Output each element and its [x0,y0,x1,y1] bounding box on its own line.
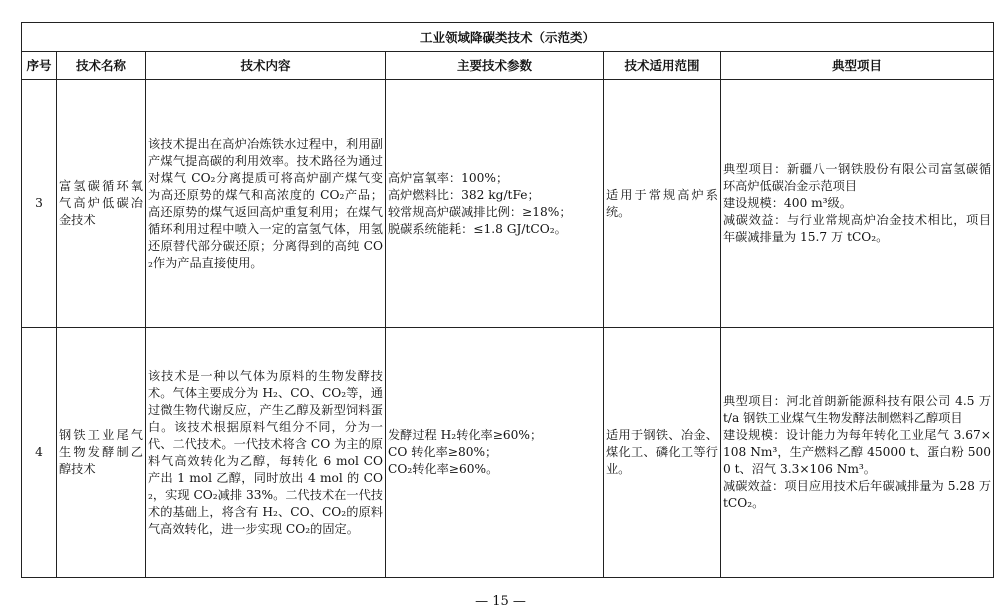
param-line: CO 转化率≥80%； [388,445,498,459]
table-header-row [22,52,994,80]
row-scope: 适用于钢铁、冶金、煤化工、磷化工等行业。 [604,328,721,578]
project-line: 典型项目：河北首朗新能源科技有限公司 4.5 万 t/a 钢铁工业煤气生物发酵法制燃料乙醇项目 [723,394,992,425]
page-number: — 15 — [475,594,526,609]
table-row [22,80,994,328]
project-line: 建设规模：400 m³级。 [723,196,852,210]
header-seq: 序号 [22,52,57,80]
row-params [386,328,604,578]
row-project [721,328,994,578]
row-tech-content: 该技术提出在高炉冶炼铁水过程中，利用副产煤气提高碳的利用效率。技术路径为通过对煤气 CO₂分离提质可将高炉副产煤气变为高还原势的煤气和高浓度的 CO₂产品；高还原势的煤气返回高炉重复利用；在煤气循环利用过程中喷入一定的富氢气体，用氢还原替代部分碳还原；分离得到的高纯 CO₂作为产品直接使用。 [146,80,386,328]
header-scope: 技术适用范围 [604,52,721,80]
param-line: 较常规高炉碳减排比例：≥18%； [388,204,572,219]
param-line: CO₂转化率≥60%。 [388,462,499,476]
table-title: 工业领域降碳类技术（示范类） [22,23,994,52]
project-line: 典型项目：新疆八一钢铁股份有限公司富氢碳循环高炉低碳冶金示范项目 [723,162,992,193]
row-seq: 4 [22,328,57,578]
header-project: 典型项目 [721,52,994,80]
table-row [22,328,994,578]
header-name: 技术名称 [57,52,146,80]
row-tech-name: 钢铁工业尾气生物发酵制乙醇技术 [57,328,146,578]
row-scope: 适用于常规高炉系统。 [604,80,721,328]
param-line: 高炉燃料比：382 kg/tFe； [388,187,540,202]
table-title-row [22,23,994,52]
row-tech-content: 该技术是一种以气体为原料的生物发酵技术。气体主要成分为 H₂、CO、CO₂等，通过微生物代谢反应，产生乙醇及新型饲料蛋白。该技术根据原料气组分不同，分为一代、二代技术。一代技术将含 CO 为主的原料气高效转化为乙醇，每转化 6 mol CO 产出 1 mol 乙醇，同时放出 4 mol 的 CO₂，实现 CO₂减排 33%。二代技术在一代技术的基础上，将含有 H₂、CO、CO₂的原料气高效转化，进一步实现 CO₂的固定。 [146,328,386,578]
header-params: 主要技术参数 [386,52,604,80]
header-content: 技术内容 [146,52,386,80]
row-params [386,80,604,328]
row-project [721,80,994,328]
project-line: 减碳效益：与行业常规高炉冶金技术相比，项目年碳减排量为 15.7 万 tCO₂。 [723,213,992,244]
row-tech-name: 富氢碳循环氧气高炉低碳冶金技术 [57,80,146,328]
param-line: 高炉富氧率：100%； [388,170,509,185]
technology-table [21,22,994,578]
project-line: 减碳效益：项目应用技术后年碳减排量为 5.28 万 tCO₂。 [723,479,992,510]
param-line: 脱碳系统能耗：≤1.8 GJ/tCO₂。 [388,221,567,236]
project-line: 建设规模：设计能力为每年转化工业尾气 3.67×108 Nm³，生产燃料乙醇 45000 t、蛋白粉 5000 t、沼气 3.3×106 Nm³。 [723,428,992,476]
row-seq: 3 [22,80,57,328]
param-line: 发酵过程 H₂转化率≥60%； [388,428,543,442]
